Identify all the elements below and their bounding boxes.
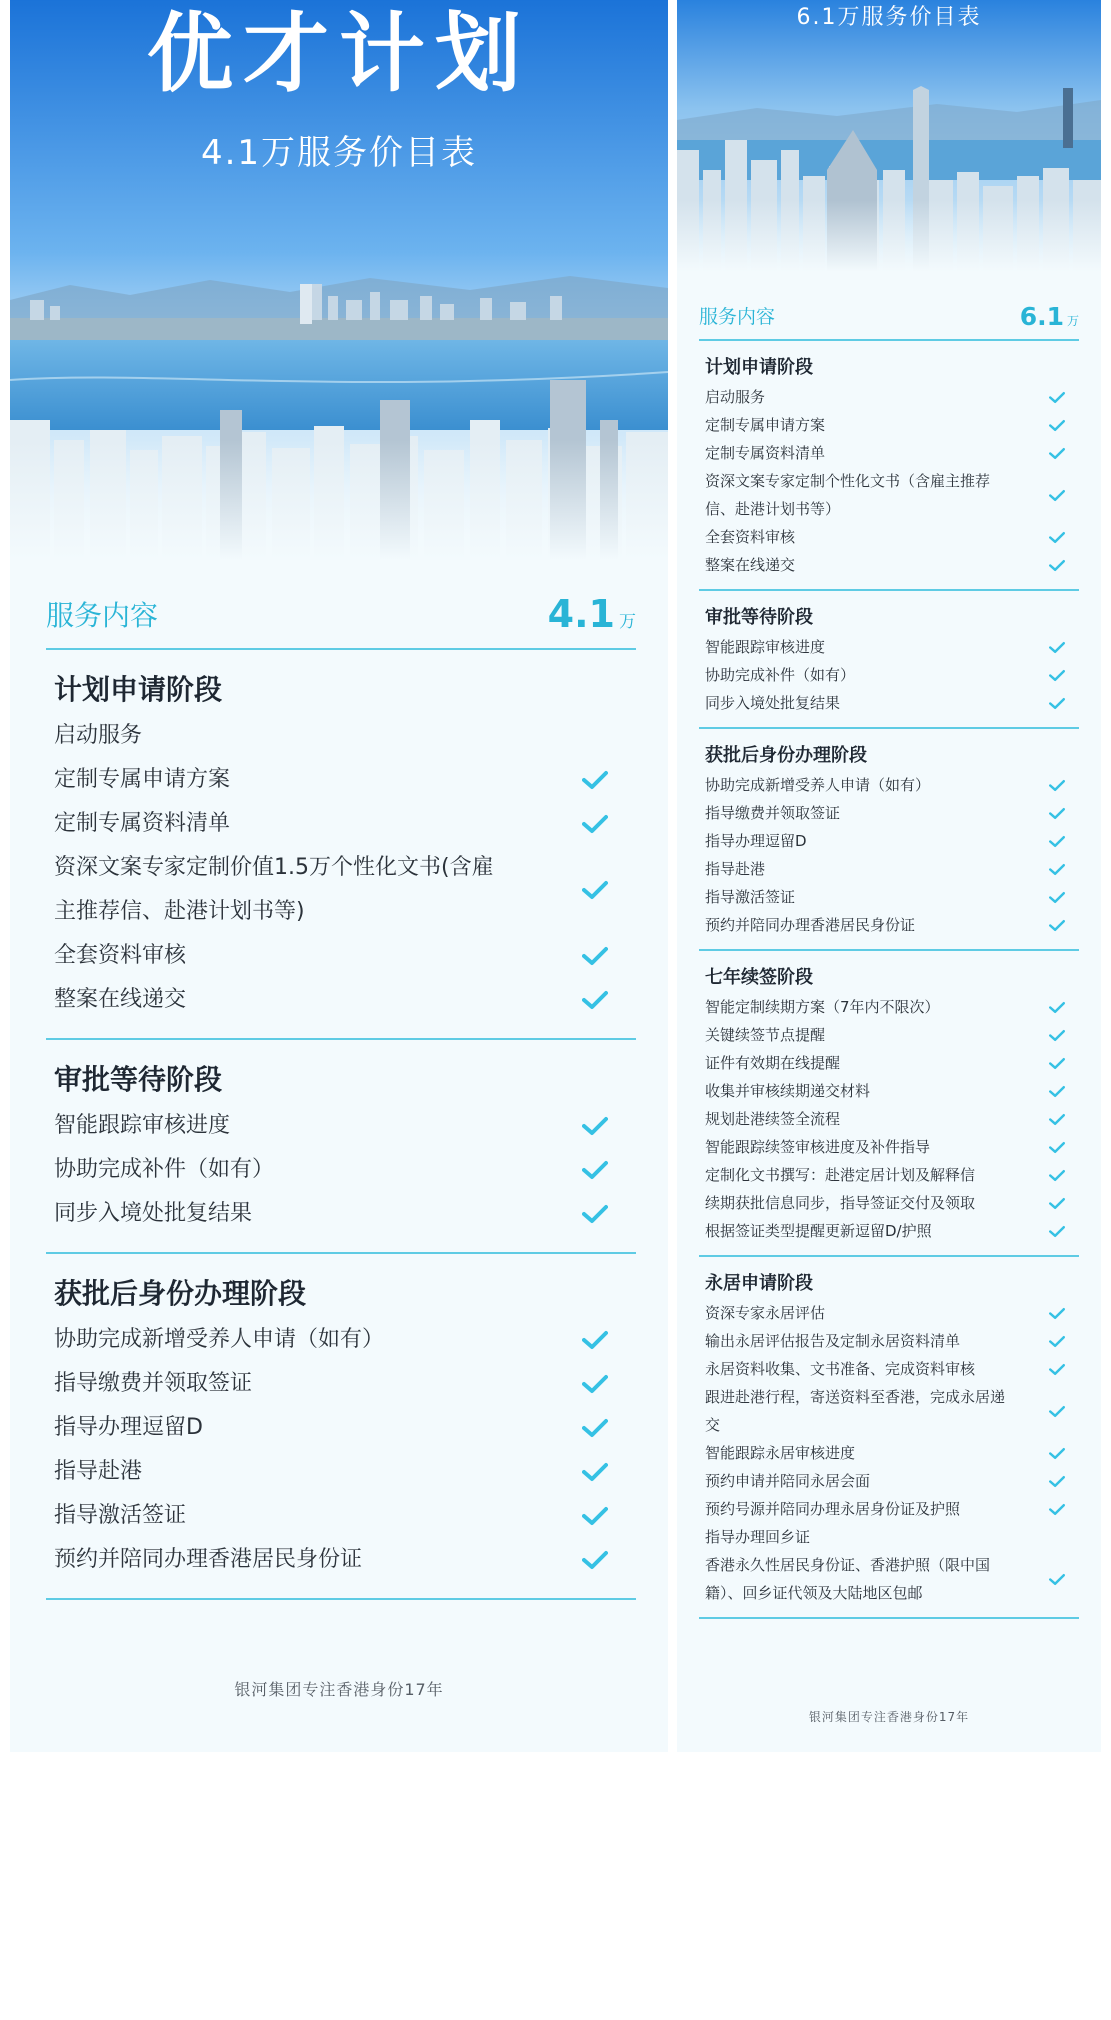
service-item-label: 根据签证类型提醒更新逗留D/护照 [705, 1222, 932, 1240]
service-item-label: 输出永居评估报告及定制永居资料清单 [705, 1332, 961, 1350]
service-item [54, 1318, 636, 1362]
service-item-label: 智能跟踪永居审核进度 [705, 1444, 856, 1462]
stage-title: 永居申请阶段 [705, 1273, 813, 1294]
checkmark-icon [1049, 1335, 1065, 1348]
stage-section [699, 951, 1079, 1257]
hero-banner [10, 0, 668, 560]
service-header [699, 295, 1079, 341]
checkmark-icon [1049, 807, 1065, 820]
service-item [705, 993, 1079, 1021]
service-item [54, 978, 636, 1022]
service-item [54, 1362, 636, 1406]
service-item-label: 启动服务 [705, 388, 766, 406]
checkmark-icon [1049, 559, 1065, 572]
service-item [705, 855, 1079, 883]
checkmark-icon [1049, 1363, 1065, 1376]
service-item [54, 1538, 636, 1582]
service-item-label: 协助完成补件（如有） [705, 666, 856, 684]
service-sections [46, 650, 636, 1600]
service-item [705, 1439, 1079, 1467]
service-item-label: 整案在线递交 [705, 556, 796, 574]
service-item [705, 633, 1079, 661]
service-item-label: 规划赴港续签全流程 [705, 1110, 841, 1128]
service-item [54, 1494, 636, 1538]
stage-title: 计划申请阶段 [705, 357, 813, 378]
stage-title: 获批后身份办理阶段 [54, 1277, 307, 1310]
checkmark-icon [1049, 697, 1065, 710]
service-item-label: 智能跟踪审核进度 [705, 638, 826, 656]
service-item-label: 定制化文书撰写：赴港定居计划及解释信 [705, 1166, 976, 1184]
checkmark-icon [582, 1116, 608, 1136]
service-item [705, 1161, 1079, 1189]
checkmark-icon [582, 1374, 608, 1394]
checkmark-icon [582, 814, 608, 834]
service-item [705, 1049, 1079, 1077]
service-item [705, 1133, 1079, 1161]
checkmark-icon [1049, 1029, 1065, 1042]
service-item [54, 802, 636, 846]
checkmark-icon [1049, 1447, 1065, 1460]
service-item-label: 指导赴港 [705, 860, 766, 878]
service-item [705, 771, 1079, 799]
service-item [705, 1299, 1079, 1327]
service-item [705, 1523, 1079, 1551]
service-item-label: 同步入境处批复结果 [54, 1201, 253, 1226]
checkmark-icon [1049, 1307, 1065, 1320]
service-item-label: 指导办理逗留D [54, 1415, 203, 1440]
service-item [705, 661, 1079, 689]
service-item-label: 全套资料审核 [54, 943, 187, 968]
checkmark-icon [1049, 1085, 1065, 1098]
service-item-label: 永居资料收集、文书准备、完成资料审核 [705, 1360, 976, 1378]
service-item [54, 1104, 636, 1148]
service-item [705, 383, 1079, 411]
service-item [54, 714, 636, 758]
service-item [705, 827, 1079, 855]
checkmark-icon [1049, 1503, 1065, 1516]
hong-kong-skyline-image [677, 0, 1101, 272]
service-item [705, 1021, 1079, 1049]
checkmark-icon [1049, 1169, 1065, 1182]
checkmark-icon [1049, 669, 1065, 682]
checkmark-icon [1049, 1141, 1065, 1154]
footer-text: 银河集团专注香港身份17年 [234, 1680, 444, 1699]
footer-text: 银河集团专注香港身份17年 [808, 1710, 970, 1724]
checkmark-icon [1049, 863, 1065, 876]
service-item-label: 资深文案专家定制价值1.5万个性化文书(含雇主推荐信、赴港计划书等) [54, 855, 494, 924]
service-header [46, 590, 636, 650]
service-item-label: 定制专属申请方案 [705, 416, 826, 434]
service-item-label: 智能跟踪审核进度 [54, 1113, 231, 1138]
service-item [705, 689, 1079, 717]
stage-title: 七年续签阶段 [705, 967, 813, 988]
service-item-label: 证件有效期在线提醒 [705, 1054, 841, 1072]
service-item [705, 1383, 1079, 1439]
checkmark-icon [1049, 1001, 1065, 1014]
service-item-label: 关键续签节点提醒 [705, 1026, 826, 1044]
stage-section [699, 341, 1079, 591]
checkmark-icon [582, 1550, 608, 1570]
service-item-label: 资深专家永居评估 [705, 1304, 826, 1322]
checkmark-icon [1049, 489, 1065, 502]
service-item-label: 指导缴费并领取签证 [705, 804, 841, 822]
service-sections [699, 341, 1079, 1619]
service-item-label: 跟进赴港行程，寄送资料至香港，完成永居递交 [705, 1388, 1006, 1434]
checkmark-icon [582, 1462, 608, 1482]
service-item-label: 协助完成补件（如有） [54, 1157, 275, 1182]
checkmark-icon [582, 1160, 608, 1180]
price-list-panel-6-1 [677, 0, 1101, 1752]
checkmark-icon [1049, 835, 1065, 848]
service-item [705, 1495, 1079, 1523]
price-unit: 万 [619, 612, 636, 632]
stage-section [699, 591, 1079, 729]
service-item [705, 1327, 1079, 1355]
service-item-label: 预约号源并陪同办理永居身份证及护照 [705, 1500, 961, 1518]
service-item [705, 1189, 1079, 1217]
service-item [54, 1406, 636, 1450]
service-item [705, 551, 1079, 579]
checkmark-icon [1049, 1225, 1065, 1238]
service-item-label: 智能跟踪续签审核进度及补件指导 [705, 1138, 931, 1156]
checkmark-icon [1049, 1113, 1065, 1126]
checkmark-icon [1049, 1573, 1065, 1586]
service-item [705, 1467, 1079, 1495]
service-item [705, 439, 1079, 467]
checkmark-icon [1049, 891, 1065, 904]
price-tag [1020, 302, 1079, 339]
checkmark-icon [1049, 1405, 1065, 1418]
stage-section [46, 1254, 636, 1600]
checkmark-icon [1049, 919, 1065, 932]
service-item [54, 1450, 636, 1494]
service-item [54, 1192, 636, 1236]
service-item-label: 整案在线递交 [54, 987, 187, 1012]
service-content-label: 服务内容 [699, 306, 776, 328]
checkmark-icon [582, 1418, 608, 1438]
service-item-label: 定制专属申请方案 [54, 767, 231, 792]
service-item-label: 启动服务 [54, 723, 143, 748]
checkmark-icon [1049, 1197, 1065, 1210]
service-item-label: 全套资料审核 [705, 528, 796, 546]
service-item [705, 1355, 1079, 1383]
service-list [699, 295, 1079, 1619]
service-item-label: 指导缴费并领取签证 [54, 1371, 253, 1396]
stage-section [46, 1040, 636, 1254]
service-item-label: 预约并陪同办理香港居民身份证 [54, 1547, 363, 1572]
service-item-label: 智能定制续期方案（7年内不限次） [705, 998, 940, 1016]
stage-section [699, 1257, 1079, 1619]
checkmark-icon [1049, 531, 1065, 544]
stage-title: 审批等待阶段 [54, 1063, 223, 1096]
service-item-label: 续期获批信息同步，指导签证交付及领取 [705, 1194, 976, 1212]
price-list-subtitle: 6.1万服务价目表 [796, 5, 982, 30]
service-item-label: 定制专属资料清单 [705, 444, 826, 462]
service-item-label: 指导激活签证 [705, 888, 796, 906]
service-item [705, 883, 1079, 911]
checkmark-icon [582, 1330, 608, 1350]
checkmark-icon [1049, 391, 1065, 404]
checkmark-icon [582, 1204, 608, 1224]
price-list-panel-4-1 [10, 0, 668, 1752]
stage-title: 计划申请阶段 [54, 673, 223, 706]
service-item-label: 香港永久性居民身份证、香港护照（限中国籍）、回乡证代领及大陆地区包邮 [705, 1556, 991, 1602]
service-content-label: 服务内容 [46, 599, 159, 632]
checkmark-icon [1049, 419, 1065, 432]
checkmark-icon [1049, 641, 1065, 654]
service-item [705, 1551, 1079, 1607]
price-tag [548, 592, 636, 648]
service-item [705, 523, 1079, 551]
service-item [54, 934, 636, 978]
price-value: 6.1 [1019, 302, 1064, 331]
stage-title: 获批后身份办理阶段 [705, 745, 867, 766]
service-item-label: 预约并陪同办理香港居民身份证 [705, 916, 916, 934]
service-item-label: 收集并审核续期递交材料 [705, 1082, 871, 1100]
service-item [54, 846, 636, 934]
service-item-label: 协助完成新增受养人申请（如有） [54, 1327, 385, 1352]
service-item [705, 1077, 1079, 1105]
service-item [705, 911, 1079, 939]
service-item-label: 协助完成新增受养人申请（如有） [705, 776, 931, 794]
service-item [705, 411, 1079, 439]
service-item-label: 指导办理逗留D [705, 832, 807, 850]
service-item [705, 1105, 1079, 1133]
checkmark-icon [1049, 447, 1065, 460]
checkmark-icon [582, 770, 608, 790]
checkmark-icon [1049, 779, 1065, 792]
service-item [54, 1148, 636, 1192]
checkmark-icon [582, 1506, 608, 1526]
price-value: 4.1 [547, 592, 615, 636]
checkmark-icon [582, 880, 608, 900]
service-item-label: 资深文案专家定制个性化文书（含雇主推荐信、赴港计划书等） [705, 472, 991, 518]
service-item [705, 1217, 1079, 1245]
checkmark-icon [1049, 1475, 1065, 1488]
service-item-label: 指导激活签证 [54, 1503, 187, 1528]
price-unit: 万 [1066, 314, 1079, 328]
checkmark-icon [582, 990, 608, 1010]
checkmark-icon [582, 946, 608, 966]
service-item-label: 指导赴港 [54, 1459, 143, 1484]
service-item-label: 同步入境处批复结果 [705, 694, 841, 712]
service-list [46, 590, 636, 1600]
service-item-label: 定制专属资料清单 [54, 811, 231, 836]
service-item [705, 799, 1079, 827]
service-item-label: 预约申请并陪同永居会面 [705, 1472, 871, 1490]
hero-banner [677, 0, 1101, 272]
stage-title: 审批等待阶段 [705, 607, 813, 628]
page-title: 优才计划 [147, 4, 531, 104]
service-item-label: 指导办理回乡证 [705, 1528, 811, 1546]
service-item [705, 467, 1079, 523]
stage-section [46, 650, 636, 1040]
service-item [54, 758, 636, 802]
checkmark-icon [1049, 1057, 1065, 1070]
stage-section [699, 729, 1079, 951]
price-list-subtitle: 4.1万服务价目表 [200, 133, 478, 173]
